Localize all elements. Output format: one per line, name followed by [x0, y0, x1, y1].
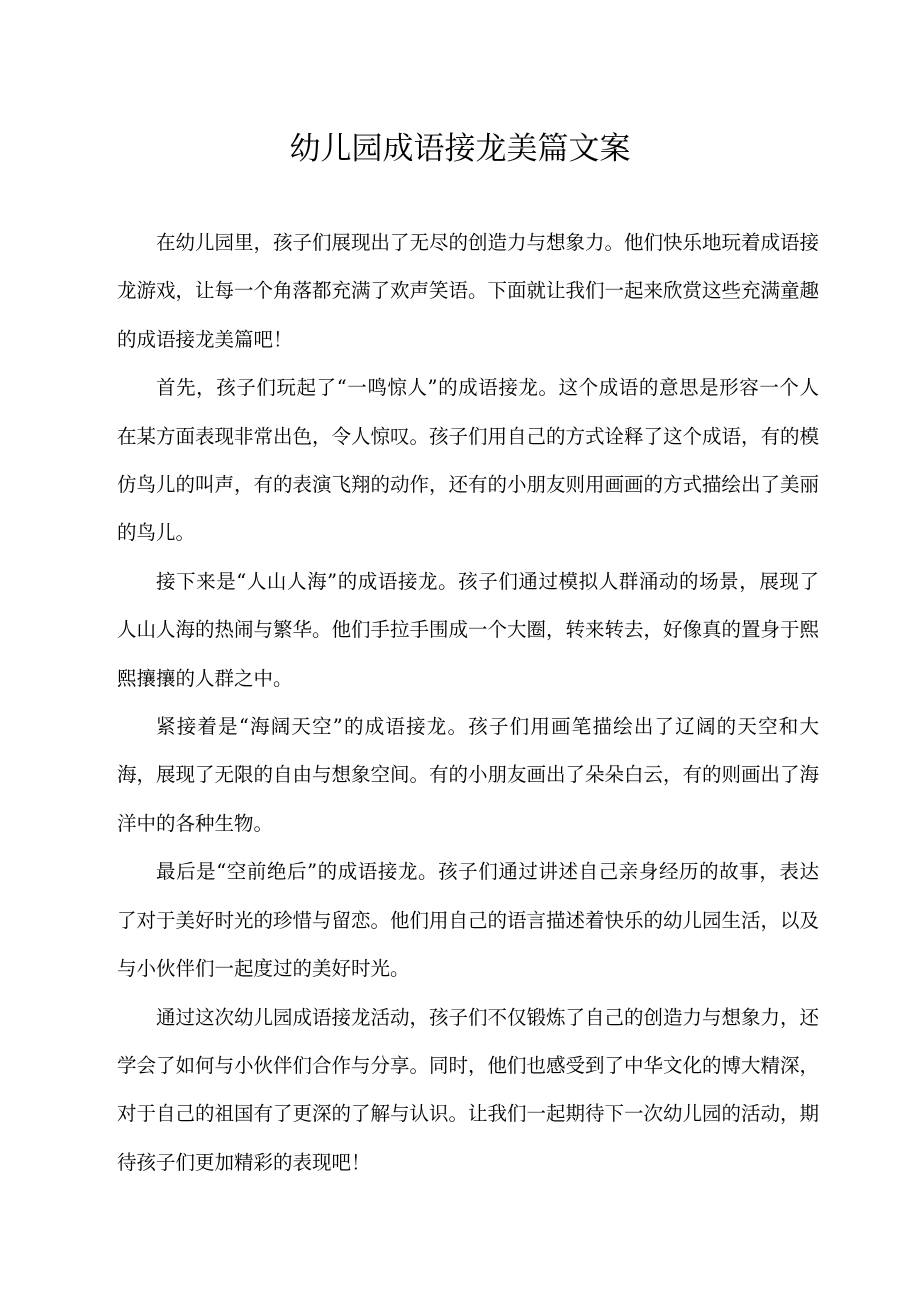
document-title: 幼儿园成语接龙美篇文案 [289, 131, 631, 167]
paragraph-conclusion: 通过这次幼儿园成语接龙活动，孩子们不仅锻炼了自己的创造力与想象力，还学会了如何与小伙伴们合作与分享。同时，他们也感受到了中华文化的博大精深，对于自己的祖国有了更深的了解与认识。让我们一起期待下一次幼儿园的活动，期待孩子们更加精彩的表现吧！ [117, 1005, 820, 1174]
paragraph-fourth-idiom: 最后是“空前绝后”的成语接龙。孩子们通过讲述自己亲身经历的故事，表达了对于美好时光的珍惜与留恋。他们用自己的语言描述着快乐的幼儿园生活，以及与小伙伴们一起度过的美好时光。 [117, 860, 820, 981]
paragraph-intro: 在幼儿园里，孩子们展现出了无尽的创造力与想象力。他们快乐地玩着成语接龙游戏，让每一个角落都充满了欢声笑语。下面就让我们一起来欣赏这些充满童趣的成语接龙美篇吧！ [117, 231, 820, 351]
document-body [117, 219, 819, 1187]
paragraph-third-idiom: 紧接着是“海阔天空”的成语接龙。孩子们用画笔描绘出了辽阔的天空和大海，展现了无限的自由与想象空间。有的小朋友画出了朵朵白云，有的则画出了海洋中的各种生物。 [117, 715, 820, 835]
paragraph-first-idiom: 首先，孩子们玩起了“一鸣惊人”的成语接龙。这个成语的意思是形容一个人在某方面表现非常出色，令人惊叹。孩子们用自己的方式诠释了这个成语，有的模仿鸟儿的叫声，有的表演飞翔的动作，还有的小朋友则用画画的方式描绘出了美丽的鸟儿。 [117, 376, 820, 545]
paragraph-second-idiom: 接下来是“人山人海”的成语接龙。孩子们通过模拟人群涌动的场景，展现了人山人海的热闹与繁华。他们手拉手围成一个大圈，转来转去，好像真的置身于熙熙攘攘的人群之中。 [117, 569, 820, 690]
